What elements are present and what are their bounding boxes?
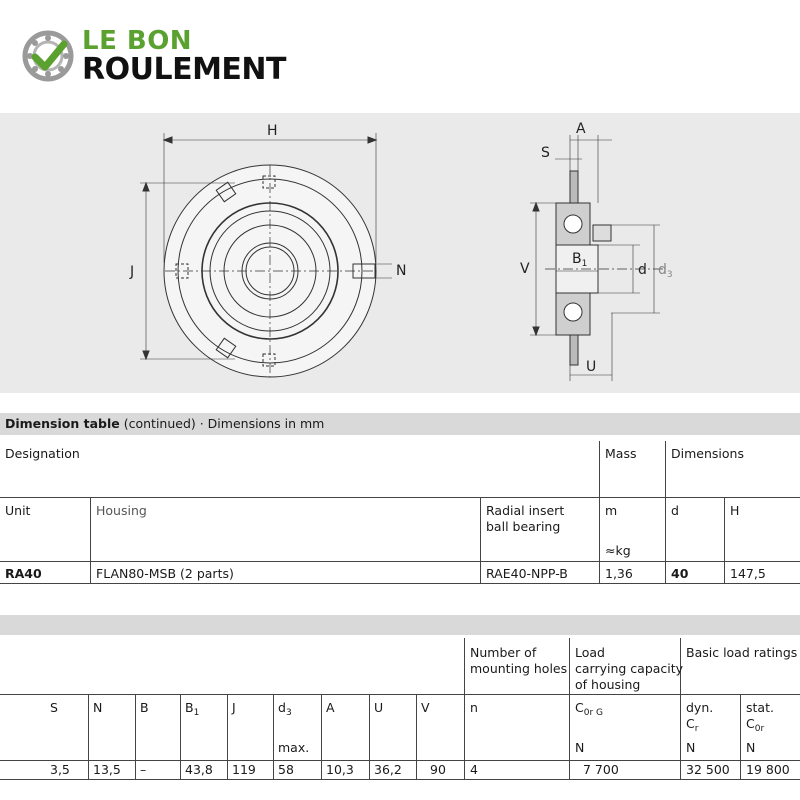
caption-rest: (continued) · Dimensions in mm [119, 416, 325, 431]
row-U: 36,2 [374, 762, 402, 777]
dim-label-U: U [586, 359, 597, 375]
technical-drawing-panel [0, 113, 800, 393]
header-N: N [93, 700, 103, 715]
row-cr: 32 500 [686, 762, 730, 777]
dim-label-V: V [520, 261, 530, 277]
dim-label-A: A [576, 121, 586, 137]
row-A: 10,3 [326, 762, 354, 777]
row-V: 90 [430, 762, 446, 777]
table2-rule [569, 638, 570, 779]
header-load-l3: of housing [575, 677, 641, 692]
header-insert-l1: Radial insert [486, 503, 565, 518]
front-view [140, 133, 392, 377]
dim-label-d: d [638, 262, 647, 278]
row-d: 40 [671, 566, 689, 581]
row-J: 119 [232, 762, 256, 777]
header-cr: $C_r$ [686, 716, 699, 734]
header-J: J [232, 700, 236, 715]
table2-header-bar [0, 615, 800, 635]
row-mass: 1,36 [605, 566, 633, 581]
table1-rule [480, 497, 481, 583]
header-load-l1: Load [575, 645, 605, 660]
table2-rule [227, 694, 228, 779]
header-dyn: dyn. [686, 700, 714, 715]
header-designation: Designation [5, 446, 80, 461]
caption-bold: Dimension table [5, 416, 120, 431]
row-S: 3,5 [50, 762, 70, 777]
table1-rule [0, 583, 800, 584]
row-c0r: 19 800 [746, 762, 790, 777]
header-housing: Housing [96, 503, 147, 518]
dim-label-S: S [541, 145, 550, 161]
row-c0rg: 7 700 [583, 762, 619, 777]
header-load-l2: carrying capacity [575, 661, 684, 676]
table1-rule [665, 441, 666, 583]
header-n: n [470, 700, 478, 715]
bearing-check-icon [22, 30, 74, 82]
header-V: V [421, 700, 430, 715]
row-housing: FLAN80-MSB (2 parts) [96, 566, 234, 581]
table2-rule [88, 694, 89, 779]
row-insert: RAE40-NPP-B [486, 566, 568, 581]
table1-rule [90, 497, 91, 583]
row-unit: RA40 [5, 566, 42, 581]
header-approx-kg: ≈kg [605, 543, 631, 558]
header-d3-max: max. [278, 740, 310, 755]
brand-line-1: LE BON [82, 26, 193, 56]
table2-rule [680, 638, 681, 779]
table2-rule [464, 638, 465, 779]
header-mount-l2: mounting holes [470, 661, 568, 676]
dim-label-J: J [130, 264, 135, 280]
table1-rule [724, 497, 725, 583]
header-unit: Unit [5, 503, 31, 518]
header-cr-unit: N [686, 740, 696, 755]
header-U: U [374, 700, 384, 715]
header-basic-load: Basic load ratings [686, 645, 798, 660]
header-mount-l1: Number of [470, 645, 537, 660]
row-N: 13,5 [93, 762, 121, 777]
header-A: A [326, 700, 335, 715]
table2-rule [135, 694, 136, 779]
header-B1: $B_1$ [185, 700, 200, 718]
row-H: 147,5 [730, 566, 766, 581]
header-d3: $d_3$ [278, 700, 292, 718]
header-c0rg: $C_{0r G}$ [575, 700, 603, 718]
table2-rule [0, 779, 800, 780]
table2-rule [321, 694, 322, 779]
header-mass: Mass [605, 446, 637, 461]
dim-label-N: N [396, 263, 407, 279]
table1-rule [0, 497, 800, 498]
header-c0rg-unit: N [575, 740, 585, 755]
row-d3: 58 [278, 762, 294, 777]
header-m: m [605, 503, 618, 518]
row-B1: 43,8 [185, 762, 213, 777]
row-B: – [140, 762, 147, 777]
header-dimensions: Dimensions [671, 446, 744, 461]
brand-line-2: ROULEMENT [82, 52, 286, 87]
header-B: B [140, 700, 149, 715]
table1-rule [599, 441, 600, 583]
table1-rule [0, 561, 800, 562]
dim-label-H: H [267, 123, 278, 139]
header-H: H [730, 503, 740, 518]
row-n: 4 [470, 762, 478, 777]
dim-label-d3: $d_3$ [658, 262, 673, 280]
table2-rule [416, 694, 417, 779]
side-view [530, 135, 665, 381]
technical-drawing [0, 113, 800, 393]
dimension-table-caption [0, 413, 800, 435]
header-d: d [671, 503, 679, 518]
header-stat: stat. [746, 700, 774, 715]
table2-rule [180, 694, 181, 779]
header-c0r-unit: N [746, 740, 756, 755]
header-insert-l2: ball bearing [486, 519, 561, 534]
brand-logo [22, 28, 322, 88]
header-S: S [50, 700, 58, 715]
header-c0r: $C_{0r}$ [746, 716, 765, 734]
table2-rule [369, 694, 370, 779]
table2-rule [740, 694, 741, 779]
table2-rule [273, 694, 274, 779]
dim-label-B1: $B_1$ [572, 251, 588, 269]
